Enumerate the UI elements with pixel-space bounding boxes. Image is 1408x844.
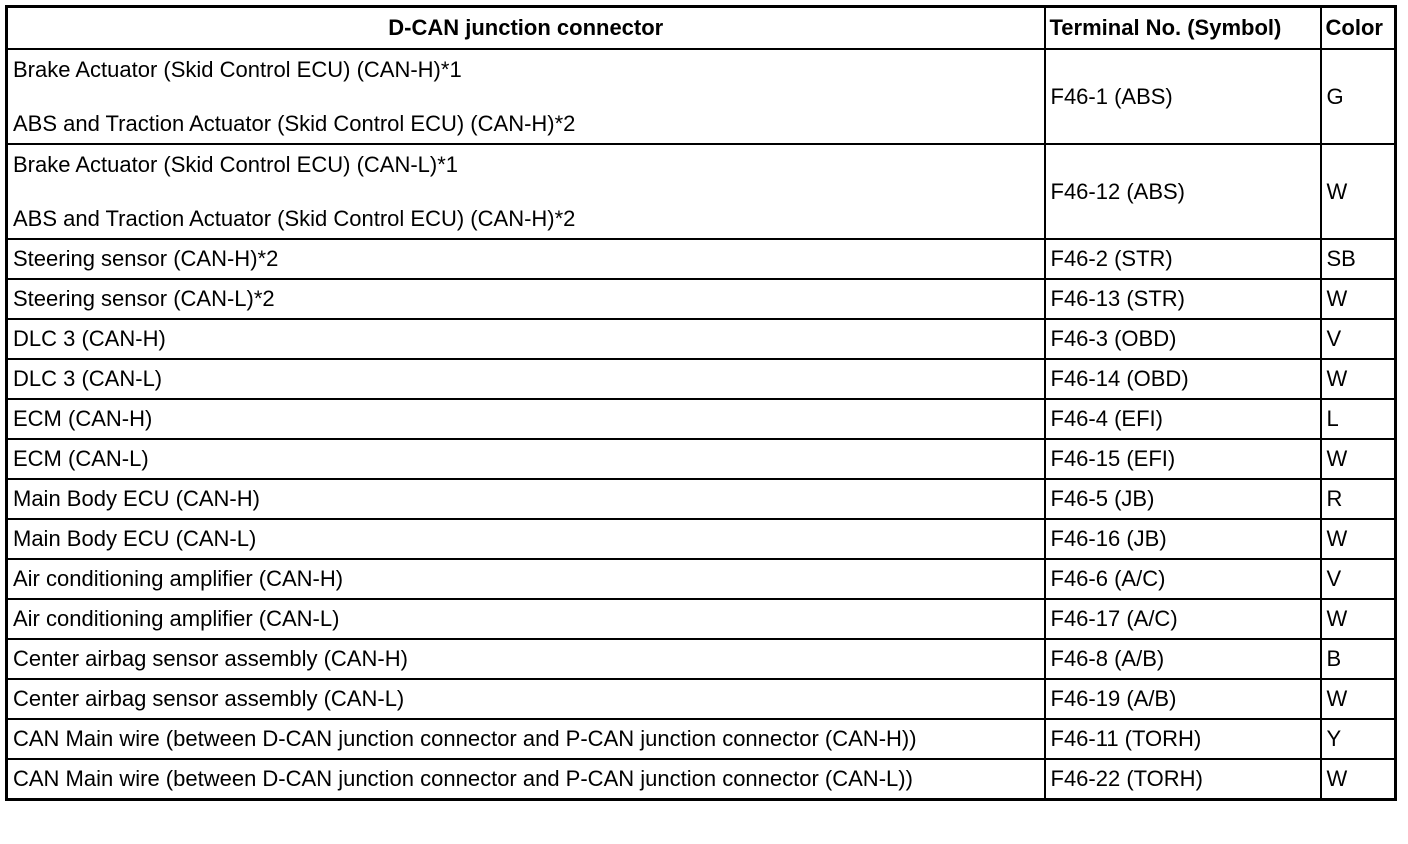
header-color: Color (1321, 7, 1396, 50)
connector-cell: DLC 3 (CAN-L) (7, 359, 1045, 399)
table-row (7, 399, 1396, 439)
color-cell: W (1321, 599, 1396, 639)
connector-cell: Center airbag sensor assembly (CAN-L) (7, 679, 1045, 719)
header-row (7, 7, 1396, 50)
connector-cell: ECM (CAN-L) (7, 439, 1045, 479)
table-row (7, 239, 1396, 279)
color-cell: W (1321, 759, 1396, 800)
connector-cell: CAN Main wire (between D-CAN junction connector and P-CAN junction connector (CAN-H)) (7, 719, 1045, 759)
table-row (7, 49, 1396, 144)
terminal-cell: F46-1 (ABS) (1045, 49, 1321, 144)
terminal-cell: F46-17 (A/C) (1045, 599, 1321, 639)
connector-cell: Air conditioning amplifier (CAN-H) (7, 559, 1045, 599)
connector-cell: Air conditioning amplifier (CAN-L) (7, 599, 1045, 639)
connector-cell: CAN Main wire (between D-CAN junction connector and P-CAN junction connector (CAN-L)) (7, 759, 1045, 800)
connector-cell: Steering sensor (CAN-L)*2 (7, 279, 1045, 319)
terminal-cell: F46-8 (A/B) (1045, 639, 1321, 679)
terminal-cell: F46-6 (A/C) (1045, 559, 1321, 599)
header-terminal: Terminal No. (Symbol) (1045, 7, 1321, 50)
table-row (7, 319, 1396, 359)
connector-line: ABS and Traction Actuator (Skid Control ECU) (CAN-H)*2 (13, 205, 576, 231)
terminal-cell: F46-14 (OBD) (1045, 359, 1321, 399)
color-cell: SB (1321, 239, 1396, 279)
connector-cell: DLC 3 (CAN-H) (7, 319, 1045, 359)
connector-cell: Main Body ECU (CAN-L) (7, 519, 1045, 559)
connector-line: Brake Actuator (Skid Control ECU) (CAN-L)*1 (13, 151, 459, 177)
connector-cell (7, 144, 1045, 239)
terminal-cell: F46-11 (TORH) (1045, 719, 1321, 759)
connector-cell: Steering sensor (CAN-H)*2 (7, 239, 1045, 279)
color-cell: W (1321, 279, 1396, 319)
table-row (7, 559, 1396, 599)
color-cell: W (1321, 519, 1396, 559)
color-cell: W (1321, 439, 1396, 479)
table-row (7, 479, 1396, 519)
table-row (7, 599, 1396, 639)
terminal-cell: F46-3 (OBD) (1045, 319, 1321, 359)
table-row (7, 679, 1396, 719)
terminal-cell: F46-22 (TORH) (1045, 759, 1321, 800)
connector-cell: Main Body ECU (CAN-H) (7, 479, 1045, 519)
connector-cell (7, 49, 1045, 144)
terminal-cell: F46-13 (STR) (1045, 279, 1321, 319)
color-cell: W (1321, 144, 1396, 239)
table-row (7, 639, 1396, 679)
color-cell: G (1321, 49, 1396, 144)
color-cell: V (1321, 559, 1396, 599)
table-row (7, 719, 1396, 759)
color-cell: W (1321, 359, 1396, 399)
table-row (7, 144, 1396, 239)
table-row (7, 439, 1396, 479)
terminal-cell: F46-16 (JB) (1045, 519, 1321, 559)
header-connector: D-CAN junction connector (7, 7, 1045, 50)
color-cell: V (1321, 319, 1396, 359)
color-cell: W (1321, 679, 1396, 719)
table-row (7, 519, 1396, 559)
connector-line: ABS and Traction Actuator (Skid Control ECU) (CAN-H)*2 (13, 110, 576, 136)
table-row (7, 279, 1396, 319)
color-cell: R (1321, 479, 1396, 519)
connector-cell: ECM (CAN-H) (7, 399, 1045, 439)
color-cell: L (1321, 399, 1396, 439)
connector-table (5, 5, 1397, 801)
terminal-cell: F46-4 (EFI) (1045, 399, 1321, 439)
terminal-cell: F46-5 (JB) (1045, 479, 1321, 519)
table-row (7, 359, 1396, 399)
terminal-cell: F46-12 (ABS) (1045, 144, 1321, 239)
color-cell: B (1321, 639, 1396, 679)
connector-line: Brake Actuator (Skid Control ECU) (CAN-H)*1 (13, 56, 462, 82)
terminal-cell: F46-19 (A/B) (1045, 679, 1321, 719)
terminal-cell: F46-2 (STR) (1045, 239, 1321, 279)
terminal-cell: F46-15 (EFI) (1045, 439, 1321, 479)
color-cell: Y (1321, 719, 1396, 759)
connector-cell: Center airbag sensor assembly (CAN-H) (7, 639, 1045, 679)
connector-table-wrapper (5, 5, 1397, 801)
table-row (7, 759, 1396, 800)
